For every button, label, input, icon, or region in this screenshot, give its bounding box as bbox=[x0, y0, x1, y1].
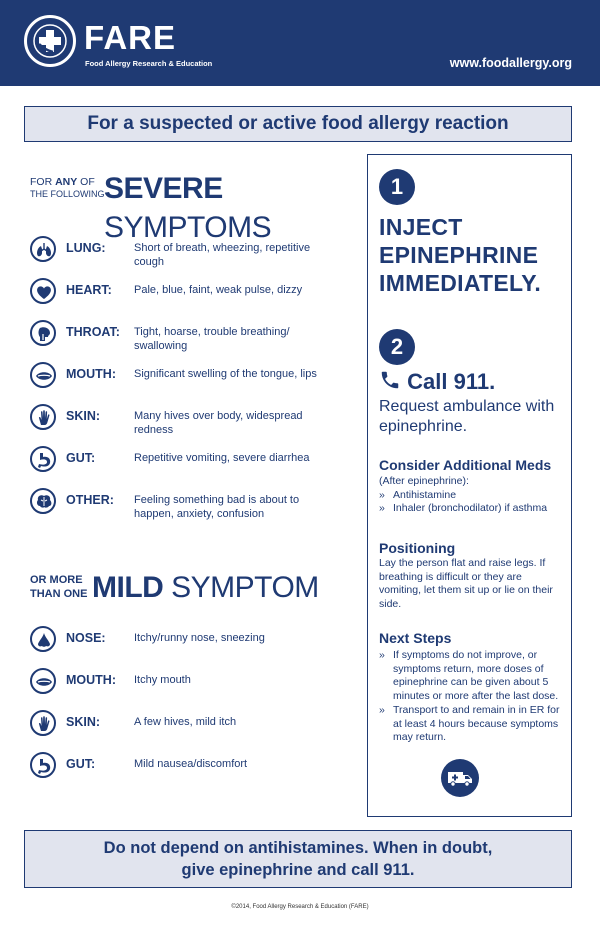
fare-logo bbox=[24, 15, 76, 67]
nose-icon bbox=[30, 626, 56, 652]
ambulance-icon bbox=[447, 769, 473, 787]
symptom-description: Significant swelling of the tongue, lips bbox=[134, 368, 317, 380]
symptom-label: THROAT: bbox=[66, 325, 120, 339]
mild-lead-line2: THAN ONE bbox=[30, 588, 88, 600]
header-bar bbox=[0, 0, 600, 86]
call-911-heading bbox=[379, 369, 495, 395]
warning-box bbox=[24, 830, 572, 888]
mild-symptom-row bbox=[30, 668, 350, 704]
symptom-label: NOSE: bbox=[66, 631, 106, 645]
inject-line-2: EPINEPHRINE bbox=[379, 242, 539, 268]
mild-symptom-row bbox=[30, 752, 350, 788]
ambulance-badge bbox=[441, 759, 479, 797]
gut-icon bbox=[30, 752, 56, 778]
severe-title-rest: SYMPTOMS bbox=[104, 211, 272, 244]
mild-symptom-row bbox=[30, 710, 350, 746]
next-step-item: » Transport to and remain in in ER for at least 4 hours because symptoms may return. bbox=[379, 704, 564, 745]
meds-item: » Inhaler (bronchodilator) if asthma bbox=[379, 502, 564, 516]
mild-heading bbox=[30, 571, 350, 611]
meds-item: » Antihistamine bbox=[379, 489, 564, 503]
severe-symptom-row bbox=[30, 320, 350, 356]
severe-heading bbox=[30, 172, 350, 244]
severe-symptom-row bbox=[30, 362, 350, 398]
inject-instruction bbox=[379, 213, 541, 297]
copyright: ©2014, Food Allergy Research & Education (FARE) bbox=[231, 904, 369, 910]
symptom-description: Pale, blue, faint, weak pulse, dizzy bbox=[134, 284, 303, 296]
mild-title-rest: SYMPTOM bbox=[163, 571, 319, 604]
medical-cross-icon bbox=[33, 24, 67, 58]
symptom-description: Itchy/runny nose, sneezing bbox=[134, 632, 265, 644]
mild-title-bold: MILD bbox=[92, 571, 164, 604]
meds-section bbox=[379, 475, 564, 516]
symptom-label: HEART: bbox=[66, 283, 112, 297]
logo-tagline: Food Allergy Research & Education bbox=[85, 59, 213, 68]
next-steps-list bbox=[379, 649, 564, 745]
severe-symptom-row bbox=[30, 278, 350, 314]
symptom-label: GUT: bbox=[66, 757, 96, 771]
meds-subtitle: (After epinephrine): bbox=[379, 475, 469, 487]
action-panel bbox=[367, 154, 572, 817]
symptom-description: Many hives over body, widespread redness bbox=[134, 410, 303, 436]
inject-line-1: INJECT bbox=[379, 214, 463, 240]
website-link[interactable]: www.foodallergy.org bbox=[449, 56, 572, 70]
symptom-label: MOUTH: bbox=[66, 673, 116, 687]
symptom-description: Feeling something bad is about to happen, anxiety, confusion bbox=[134, 494, 300, 520]
gut-icon bbox=[30, 446, 56, 472]
symptom-label: OTHER: bbox=[66, 493, 114, 507]
meds-title: Consider Additional Meds bbox=[379, 457, 552, 473]
next-steps-title: Next Steps bbox=[379, 630, 452, 646]
severe-lead-post: OF bbox=[77, 176, 95, 188]
call-911-text: Call 911. bbox=[407, 369, 496, 394]
symptom-description: A few hives, mild itch bbox=[134, 716, 237, 728]
symptom-label: SKIN: bbox=[66, 409, 101, 423]
symptom-label: GUT: bbox=[66, 451, 96, 465]
severe-lead-line2: THE FOLLOWING bbox=[30, 189, 105, 199]
inject-line-3: IMMEDIATELY. bbox=[379, 270, 542, 296]
severe-title-bold: SEVERE bbox=[104, 172, 223, 205]
heart-icon bbox=[30, 278, 56, 304]
severe-lead-any: ANY bbox=[55, 176, 78, 188]
page-title: For a suspected or active food allergy reaction bbox=[24, 106, 572, 142]
severe-symptom-row bbox=[30, 446, 350, 482]
call-911-subtext: Request ambulance with epinephrine. bbox=[379, 398, 555, 435]
symptom-label: LUNG: bbox=[66, 241, 106, 255]
severe-lead-pre: FOR bbox=[30, 176, 56, 188]
mouth-icon bbox=[30, 668, 56, 694]
mouth-icon bbox=[30, 362, 56, 388]
symptom-description: Mild nausea/discomfort bbox=[134, 758, 248, 770]
mild-symptom-row bbox=[30, 626, 350, 662]
warning-line-1: Do not depend on antihistamines. When in doubt, bbox=[103, 839, 493, 857]
warning-line-2: give epinephrine and call 911. bbox=[181, 861, 415, 879]
next-step-item: » If symptoms do not improve, or symptoms return, more doses of epinephrine can be given about 5 minutes or more after the last dose. bbox=[379, 649, 564, 703]
severe-symptom-row bbox=[30, 236, 350, 272]
severe-symptom-row bbox=[30, 404, 350, 440]
step-2-badge: 2 bbox=[379, 329, 415, 365]
symptom-description: Repetitive vomiting, severe diarrhea bbox=[134, 452, 310, 464]
throat-icon bbox=[30, 320, 56, 346]
positioning-text: Lay the person flat and raise legs. If breathing is difficult or they are vomiting, let them sit up or lie on their side. bbox=[379, 557, 553, 610]
logo-name: FARE bbox=[84, 19, 177, 56]
skin-hand-icon bbox=[30, 710, 56, 736]
symptom-description: Itchy mouth bbox=[134, 674, 191, 686]
brain-icon bbox=[30, 488, 56, 514]
skin-hand-icon bbox=[30, 404, 56, 430]
positioning-title: Positioning bbox=[379, 540, 456, 556]
phone-icon bbox=[379, 369, 401, 391]
severe-symptom-row bbox=[30, 488, 350, 524]
mild-lead-line1: OR MORE bbox=[30, 574, 83, 586]
symptom-label: SKIN: bbox=[66, 715, 101, 729]
step-1-badge: 1 bbox=[379, 169, 415, 205]
symptom-description: Tight, hoarse, trouble breathing/ swallowing bbox=[134, 326, 290, 352]
lungs-icon bbox=[30, 236, 56, 262]
symptom-description: Short of breath, wheezing, repetitive cough bbox=[134, 242, 311, 268]
symptom-label: MOUTH: bbox=[66, 367, 116, 381]
